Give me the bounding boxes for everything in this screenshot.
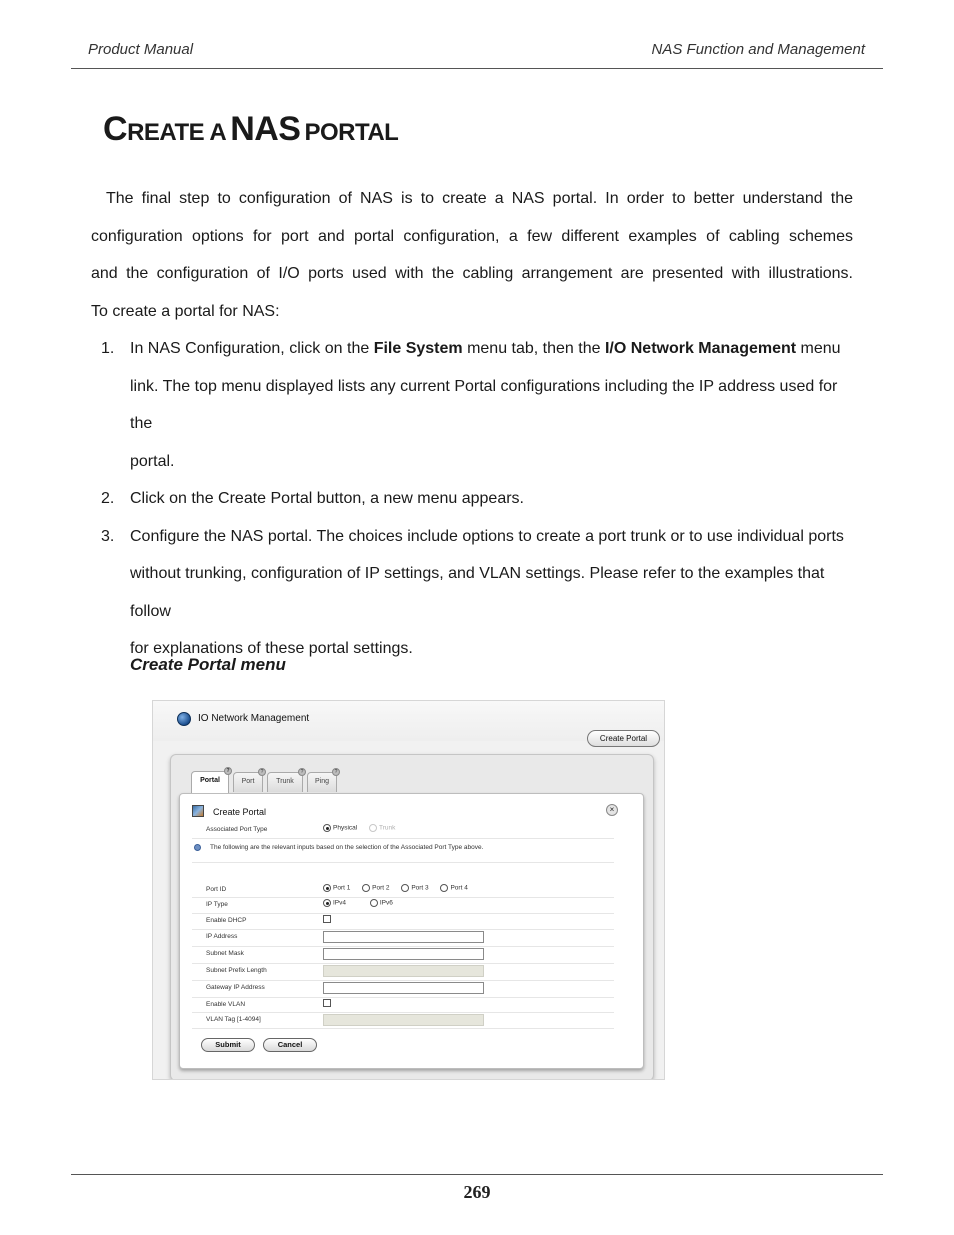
form-row-vlan-tag — [192, 1013, 614, 1029]
page-number: 269 — [463, 1182, 491, 1202]
ip-address-input[interactable] — [323, 931, 484, 943]
header-left: Product Manual — [88, 41, 194, 58]
field-label: Gateway IP Address — [206, 984, 265, 991]
close-icon[interactable]: × — [606, 804, 618, 816]
info-icon — [194, 844, 201, 851]
list-item: 1. In NAS Configuration, click on the File System menu tab, then the I/O Network Management menu link. The top menu displayed lists any current Portal configurations including the IP address used for the portal. — [101, 340, 841, 470]
subnet-prefix-input[interactable] — [323, 965, 484, 977]
tab-ping[interactable]: Ping ? — [307, 772, 337, 792]
form-row-enable-vlan — [192, 998, 614, 1013]
radio-physical[interactable]: Physical — [323, 824, 357, 832]
field-label: Associated Port Type — [206, 826, 268, 833]
tab-trunk[interactable]: Trunk ? — [267, 772, 303, 792]
form-row-subnet-mask — [192, 947, 614, 964]
portal-icon — [192, 805, 204, 817]
form-row-ip-type — [192, 898, 614, 914]
steps-list — [91, 330, 861, 668]
field-label: Enable VLAN — [206, 1001, 246, 1008]
help-icon[interactable]: ? — [258, 768, 266, 776]
radio-port-4[interactable]: Port 4 — [440, 884, 467, 892]
field-label: IP Type — [206, 901, 228, 908]
header-right: NAS Function and Management — [651, 41, 865, 58]
create-portal-panel — [179, 793, 644, 1069]
info-row — [192, 841, 614, 863]
list-item: 3. Configure the NAS portal. The choices include options to create a port trunk or to use individual ports without trunking, configuration of IP settings, and VLAN settings. Please refer to the examples that follow for explanations of these portal settings. — [101, 527, 844, 657]
field-label: Subnet Prefix Length — [206, 967, 267, 974]
vlan-tag-input[interactable] — [323, 1014, 484, 1026]
list-item: 2. Click on the Create Portal button, a new menu appears. — [101, 490, 524, 507]
field-label: Enable DHCP — [206, 917, 247, 924]
help-icon[interactable]: ? — [224, 767, 232, 775]
tab-port[interactable]: Port ? — [233, 772, 263, 792]
info-text: The following are the relevant inputs based on the selection of the Associated Port Type above. — [210, 844, 484, 851]
radio-port-1[interactable]: Port 1 — [323, 884, 350, 892]
radio-trunk[interactable]: Trunk — [369, 824, 395, 832]
intro-line: The final step to configuration of NAS is to create a NAS portal. In order to better understand the — [106, 190, 853, 207]
radio-ipv4[interactable]: IPv4 — [323, 899, 346, 907]
cancel-button[interactable]: Cancel — [263, 1038, 317, 1052]
network-globe-icon — [177, 712, 191, 726]
form-row-ip-address — [192, 930, 614, 947]
intro-paragraph — [91, 180, 853, 330]
field-label: IP Address — [206, 933, 238, 940]
window-title: IO Network Management — [198, 713, 310, 724]
figure-caption: Create Portal menu — [130, 655, 286, 674]
form-row-port-id — [192, 883, 614, 898]
radio-ipv6[interactable]: IPv6 — [370, 899, 393, 907]
intro-line: and the configuration of I/O ports used with the cabling arrangement are presented with illustrations. — [91, 265, 853, 282]
help-icon[interactable]: ? — [298, 768, 306, 776]
footer-rule — [71, 1174, 883, 1175]
form-row-subnet-prefix — [192, 964, 614, 981]
form-row-gateway — [192, 981, 614, 998]
form-row-assoc-type — [192, 823, 614, 839]
subnet-mask-input[interactable] — [323, 948, 484, 960]
form-row-enable-dhcp — [192, 914, 614, 930]
create-portal-screenshot — [152, 700, 665, 1080]
submit-button[interactable]: Submit — [201, 1038, 255, 1052]
enable-vlan-checkbox[interactable] — [323, 999, 331, 1007]
tab-portal[interactable]: Portal ? — [191, 771, 229, 793]
header-rule — [71, 68, 883, 69]
field-label: Port ID — [206, 886, 227, 893]
intro-line: configuration options for port and portal configuration, a few different examples of cabling schemes — [91, 227, 853, 245]
page-title: CREATE A NAS PORTAL — [103, 110, 399, 148]
gateway-ip-input[interactable] — [323, 982, 484, 994]
help-icon[interactable]: ? — [332, 768, 340, 776]
radio-port-2[interactable]: Port 2 — [362, 884, 389, 892]
panel-title: Create Portal — [213, 807, 267, 817]
field-label: VLAN Tag [1-4094] — [206, 1016, 261, 1023]
field-label: Subnet Mask — [206, 950, 244, 957]
create-portal-button[interactable]: Create Portal — [587, 730, 660, 747]
enable-dhcp-checkbox[interactable] — [323, 915, 331, 923]
intro-line: To create a portal for NAS: — [91, 302, 280, 320]
radio-port-3[interactable]: Port 3 — [401, 884, 428, 892]
